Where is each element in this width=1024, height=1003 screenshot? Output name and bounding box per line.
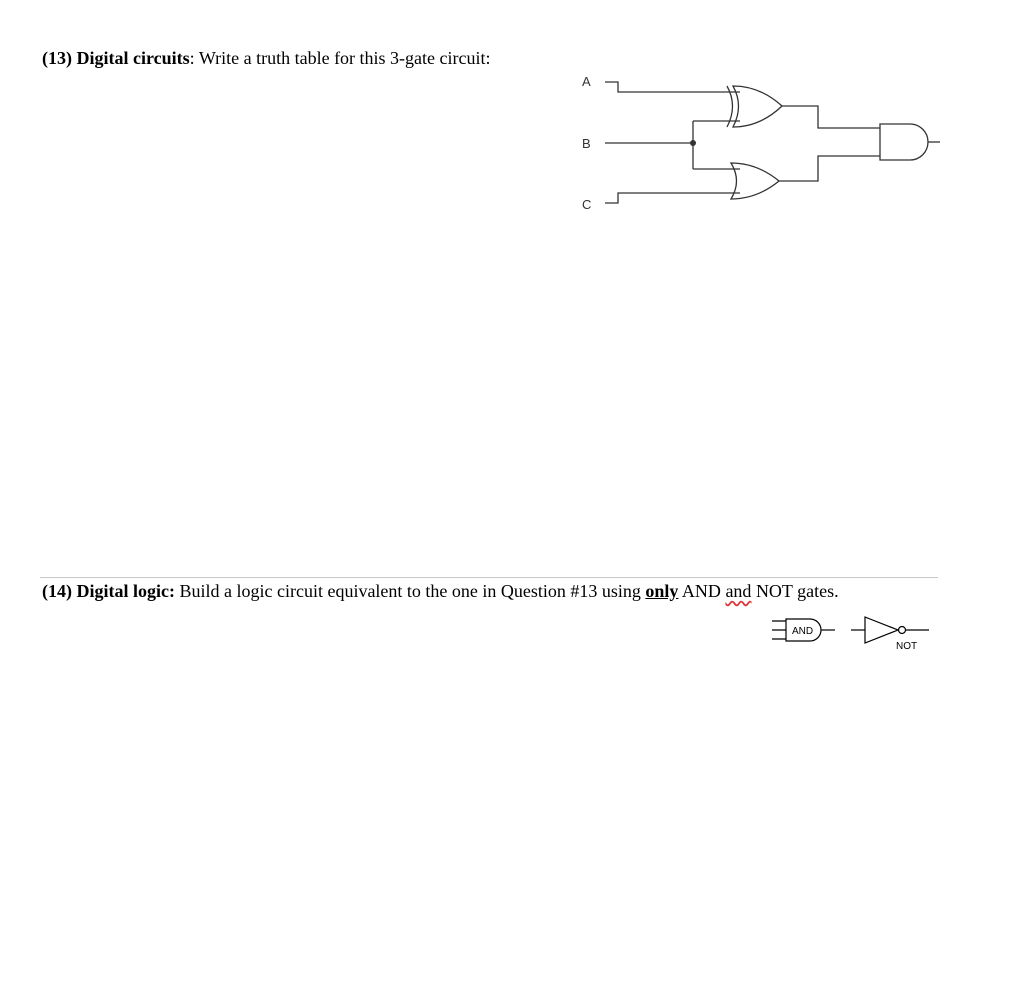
- wire-c: [605, 193, 740, 203]
- q13-topic: Digital circuits: [76, 48, 190, 68]
- q14-topic: Digital logic:: [76, 581, 175, 601]
- q14-number: (14): [42, 581, 72, 601]
- circuit-diagram: [0, 0, 1024, 260]
- label-a: A: [582, 74, 591, 89]
- wire-or-out: [779, 156, 880, 181]
- q14-and-word: and: [725, 581, 752, 601]
- wire-a: [605, 82, 740, 92]
- section-divider: [40, 577, 938, 578]
- q14-text-mid: AND: [678, 581, 726, 601]
- q13-number: (13): [42, 48, 72, 68]
- gate-legend: [0, 610, 1024, 670]
- q14-only: only: [645, 581, 679, 601]
- not-gate-icon: [865, 617, 898, 643]
- not-label: NOT: [896, 641, 918, 652]
- and-label: AND: [792, 626, 814, 637]
- wire-xor-out: [782, 106, 880, 128]
- label-c: C: [582, 197, 592, 212]
- and-gate: [880, 124, 928, 160]
- q13-colon: :: [189, 48, 195, 68]
- junction-dot: [690, 140, 696, 146]
- question-14: [42, 581, 839, 602]
- xor-gate: [733, 86, 782, 127]
- q14-text-before: Build a logic circuit equivalent to the one in Question #13 using: [174, 581, 646, 601]
- label-b: B: [582, 136, 591, 151]
- q14-text-after: NOT gates.: [751, 581, 839, 601]
- q13-text: Write a truth table for this 3-gate circuit:: [194, 48, 491, 68]
